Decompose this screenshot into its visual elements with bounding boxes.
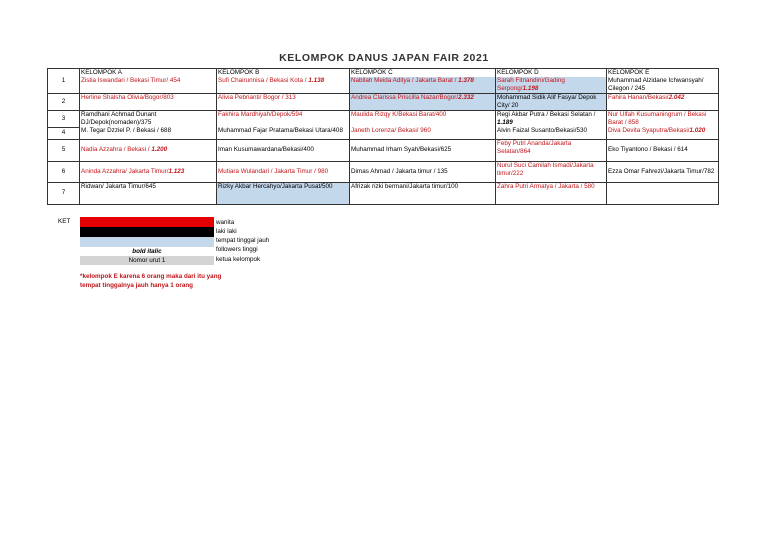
sheet-title: KELOMPOK DANUS JAPAN FAIR 2021 — [279, 52, 489, 64]
cell-e5[interactable]: Eko Tiyantono / Bekasi / 614 — [607, 139, 719, 161]
header-kelompok-b: KELOMPOK B — [217, 69, 350, 78]
legend-label-laki: laki laki — [216, 228, 237, 235]
legend-sample-nomor: Nomor urut 1 — [80, 256, 214, 265]
cell-a5[interactable]: Nadia Azzahra / Bekasi / 1.200 — [80, 139, 217, 161]
legend-label-ketua: ketua kelompok — [216, 256, 261, 263]
cell-d3[interactable]: Regi Akbar Putra / Bekasi Selatan / 1.189 — [496, 111, 607, 128]
cell-e6[interactable]: Ezza Omar Fahrezi/Jakarta Timur/782 — [607, 161, 719, 182]
cell-c4[interactable]: Janeth Lorenza/ Bekasi/ 960 — [350, 127, 496, 139]
row-number: 3 — [48, 111, 80, 128]
cell-b6[interactable]: Mutiara Wulandari / Jakarta Timur / 980 — [217, 161, 350, 182]
cell-b4[interactable]: Muhammad Fajar Pratama/Bekasi Utara/408 — [217, 127, 350, 139]
cell-e4[interactable]: Diva Devita Syaputra/Bekasi/1.020 — [607, 127, 719, 139]
cell-a3[interactable]: Ramdhani Achmad Dunant DJ/Depok(nomaden)/375 — [80, 111, 217, 128]
cell-a7[interactable]: Ridwan/ Jakarta Timur/645 — [80, 182, 217, 204]
cell-d2[interactable]: Mohammad Sidik Alif Fasya/ Depok City/ 20 — [496, 94, 607, 111]
header-kelompok-a: KELOMPOK A — [80, 69, 217, 78]
cell-c2[interactable]: Andrea Clarissa Priscilla Nazar/Bogor/2.332 — [350, 94, 496, 111]
cell-a2[interactable]: Herline Shalsha Olivia/Bogor/803 — [80, 94, 217, 111]
row-number: 2 — [48, 94, 80, 111]
cell-b5[interactable]: Iman Kusumawardana/Bekasi/400 — [217, 139, 350, 161]
cell-e3[interactable]: Nur Ulfah Kusumaningrum / Bekasi Barat / 858 — [607, 111, 719, 128]
cell-a1[interactable]: Zistia Iswandari / Bekasi Timur/ 454 — [80, 77, 217, 94]
row-number: 7 — [48, 182, 80, 204]
cell-c1[interactable]: Nabilah Meida Aditya / Jakarta Barat / 1.378 — [350, 77, 496, 94]
cell-d1[interactable]: Sarah Fitriandini/Gading Serpong/1.198 — [496, 77, 607, 94]
cell-e1[interactable]: Muhammad Alzidane Ichwansyah/ Cilegon / 245 — [607, 77, 719, 94]
cell-c3[interactable]: Maulida Rizqy K/Bekasi Barat/400 — [350, 111, 496, 128]
cell-d4[interactable]: Alvin Faizal Susanto/Bekasi/530 — [496, 127, 607, 139]
cell-e2[interactable]: Fahira Hanan/Bekasi/2.042 — [607, 94, 719, 111]
legend-label-wanita: wanita — [216, 219, 235, 226]
cell-d6[interactable]: Nurul Suci Camilah Ismadi/Jakarta timur/222 — [496, 161, 607, 182]
legend-label-tinggal-jauh: tempat tinggal jauh — [216, 237, 270, 244]
cell-c6[interactable]: Dimas Ahmad / Jakarta timur / 135 — [350, 161, 496, 182]
footnote: *kelompok E karena 6 orang maka dari itu yang tempat tinggalnya jauh hanya 1 orang — [80, 273, 222, 289]
cell-c5[interactable]: Muhammad Irham Syah/Bekasi/625 — [350, 139, 496, 161]
ket-label: KET — [58, 218, 71, 225]
cell-b1[interactable]: Sufi Chairunnisa / Bekasi Kota / 1.138 — [217, 77, 350, 94]
header-kelompok-d: KELOMPOK D — [496, 69, 607, 78]
row-number: 6 — [48, 161, 80, 182]
legend-swatch-wanita — [80, 217, 214, 227]
legend-label-followers: followers tinggi — [216, 246, 258, 253]
cell-b2[interactable]: Alivia Pebrianti/ Bogor / 313 — [217, 94, 350, 111]
cell-a6[interactable]: Aninda Azzahra/ Jakarta Timur/1.123 — [80, 161, 217, 182]
legend-sample-bold-italic: bold italic — [132, 248, 162, 255]
cell-c7[interactable]: Afrizak rizki bermani/Jakarta timur/100 — [350, 182, 496, 204]
cell-b7[interactable]: Rizky Akbar Hercahyo/Jakarta Pusat/500 — [217, 182, 350, 204]
cell-d7[interactable]: Zahra Putri Armatya / Jakarta / 580 — [496, 182, 607, 204]
cell-e7[interactable] — [607, 182, 719, 204]
group-table — [47, 68, 719, 205]
header-kelompok-e: KELOMPOK E — [607, 69, 719, 78]
row-number: 5 — [48, 139, 80, 161]
legend-swatch-tinggal-jauh — [80, 237, 214, 247]
cell-b3[interactable]: Fakhira Mardhiyah/Depok/594 — [217, 111, 350, 128]
cell-a4[interactable]: M. Tegar Dzziel P. / Bekasi / 688 — [80, 127, 217, 139]
legend-swatch-laki — [80, 227, 214, 237]
header-kelompok-c: KELOMPOK C — [350, 69, 496, 78]
row-number: 4 — [48, 127, 80, 139]
cell-d5[interactable]: Feby Putri Ananda/Jakarta Selatan/864 — [496, 139, 607, 161]
row-number: 1 — [48, 69, 80, 94]
